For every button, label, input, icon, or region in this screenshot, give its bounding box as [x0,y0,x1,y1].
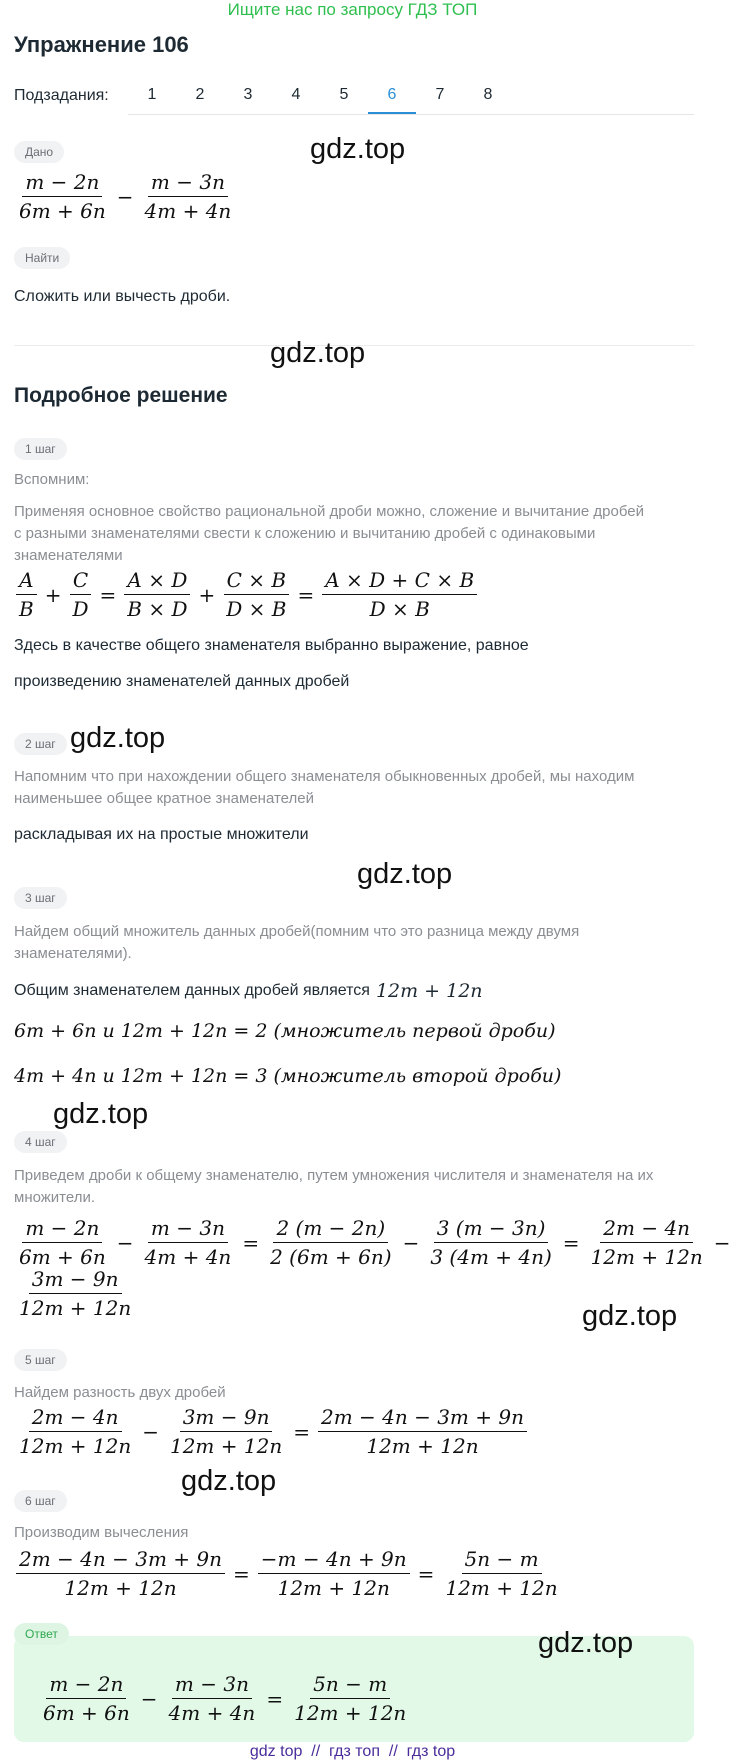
solution-heading: Подробное решение [14,384,228,407]
step-chip: 6 шаг [14,1490,67,1512]
subtask-tab-4[interactable]: 4 [291,86,301,103]
subtask-tab-5[interactable]: 5 [339,86,349,103]
step-text: раскладывая их на простые множители [14,826,309,843]
subtask-tab-8[interactable]: 8 [483,86,493,103]
step-explanation: Напомним что при нахождении общего знаменателя обыкновенных дробей, мы находим наименьшее общее кратное знаменателей [14,768,635,807]
formula-continued: $\frac{3m - 9n}{12m + 12n}$ [19,1267,132,1320]
step-chip: 2 шаг [14,733,67,755]
watermark: gdz.top [538,1627,634,1659]
given-expression: $\frac{m - 2n}{6m + 6n}$ − $\frac{m - 3n}{4m + 4n}$ [19,170,232,223]
subtasks-label: Подзадания: [14,87,109,104]
subtask-tab-6[interactable]: 6 [368,78,416,114]
step-text-label: Общим знаменателем данных дробей является [14,982,370,999]
step-explanation: Найдем разность двух дробей [14,1384,226,1401]
formula-fraction-sum: $\frac{A}{B}$ + $\frac{C}{D}$ = $\frac{A \times D}{B \times D}$ + $\frac{C \times B}{D \times B}$ = $\frac{A \times D + C \times B}{D \times B}$ [14,568,479,621]
find-text: Сложить или вычесть дроби. [14,288,231,305]
answer-chip: Ответ [14,1623,69,1645]
watermark: gdz.top [181,1465,277,1497]
watermark: gdz.top [53,1098,149,1130]
factor-line-2: 4m + 4n и 12m + 12n = 3 (множитель второй дроби) [14,1065,562,1087]
step-text [14,980,483,1002]
common-denominator: 12m + 12n [375,980,483,1002]
subtasks-underline [128,114,694,115]
page-title: Упражнение 106 [14,32,189,57]
step-chip: 4 шаг [14,1131,67,1153]
step-note: Вспомним: [14,471,90,488]
answer-expression: $\frac{m - 2n}{6m + 6n}$ − $\frac{m - 3n}{4m + 4n}$ = $\frac{5n - m}{12m + 12n}$ [43,1672,407,1725]
step-chip: 5 шаг [14,1349,67,1371]
step-chip: 3 шаг [14,887,67,909]
step-explanation: Применяя основное свойство рациональной дроби можно, сложение и вычитание дробей с разными знаменателями свести к сложению и вычитанию дробей с одинаковыми знаменателями [14,503,644,564]
given-chip: Дано [14,141,64,163]
watermark: gdz.top [310,133,406,165]
footer-links[interactable]: gdz top // гдз топ // гдз top [249,1743,456,1760]
find-chip: Найти [14,247,70,269]
step-explanation: Приведем дроби к общему знаменателю, путем умножения числителя и знаменателя на их множители. [14,1167,654,1206]
step-text: произведению знаменателей данных дробей [14,673,350,690]
watermark: gdz.top [582,1300,678,1332]
step-text: Здесь в качестве общего знаменателя выбранно выражение, равное [14,637,529,654]
formula-common-denominator: $\frac{m - 2n}{6m + 6n}$ − $\frac{m - 3n}{4m + 4n}$ = $\frac{2 (m - 2n)}{2 (6m + 6n)}$ − $\frac{3 (m - 3n)}{3 (4m + 4n)}$ = $\frac{2m - 4n}{12m + 12n}$ − [19,1216,731,1269]
subtask-tab-7[interactable]: 7 [435,86,445,103]
formula-calculation: $\frac{2m - 4n - 3m + 9n}{12m + 12n}$ = $\frac{-m - 4n + 9n}{12m + 12n}$ = $\frac{5n - m}{12m + 12n}$ [14,1547,563,1600]
formula-difference: $\frac{2m - 4n}{12m + 12n}$ − $\frac{3m - 9n}{12m + 12n}$ = $\frac{2m - 4n - 3m + 9n}{12m + 12n}$ [14,1405,529,1458]
subtask-tabs [128,78,512,114]
watermark: gdz.top [270,337,366,369]
subtask-tab-2[interactable]: 2 [195,86,205,103]
step-chip: 1 шаг [14,438,67,460]
factor-line-1: 6m + 6n и 12m + 12n = 2 (множитель первой дроби) [14,1020,556,1042]
subtask-tab-1[interactable]: 1 [147,86,157,103]
subtask-tab-3[interactable]: 3 [243,86,253,103]
watermark: gdz.top [357,858,453,890]
step-explanation: Найдем общий множитель данных дробей(помним что это разница между двумя знаменателями). [14,923,580,962]
watermark: gdz.top [70,722,166,754]
search-banner[interactable]: Ищите нас по запросу ГДЗ ТОП [227,0,478,19]
step-explanation: Производим вычесления [14,1524,189,1541]
